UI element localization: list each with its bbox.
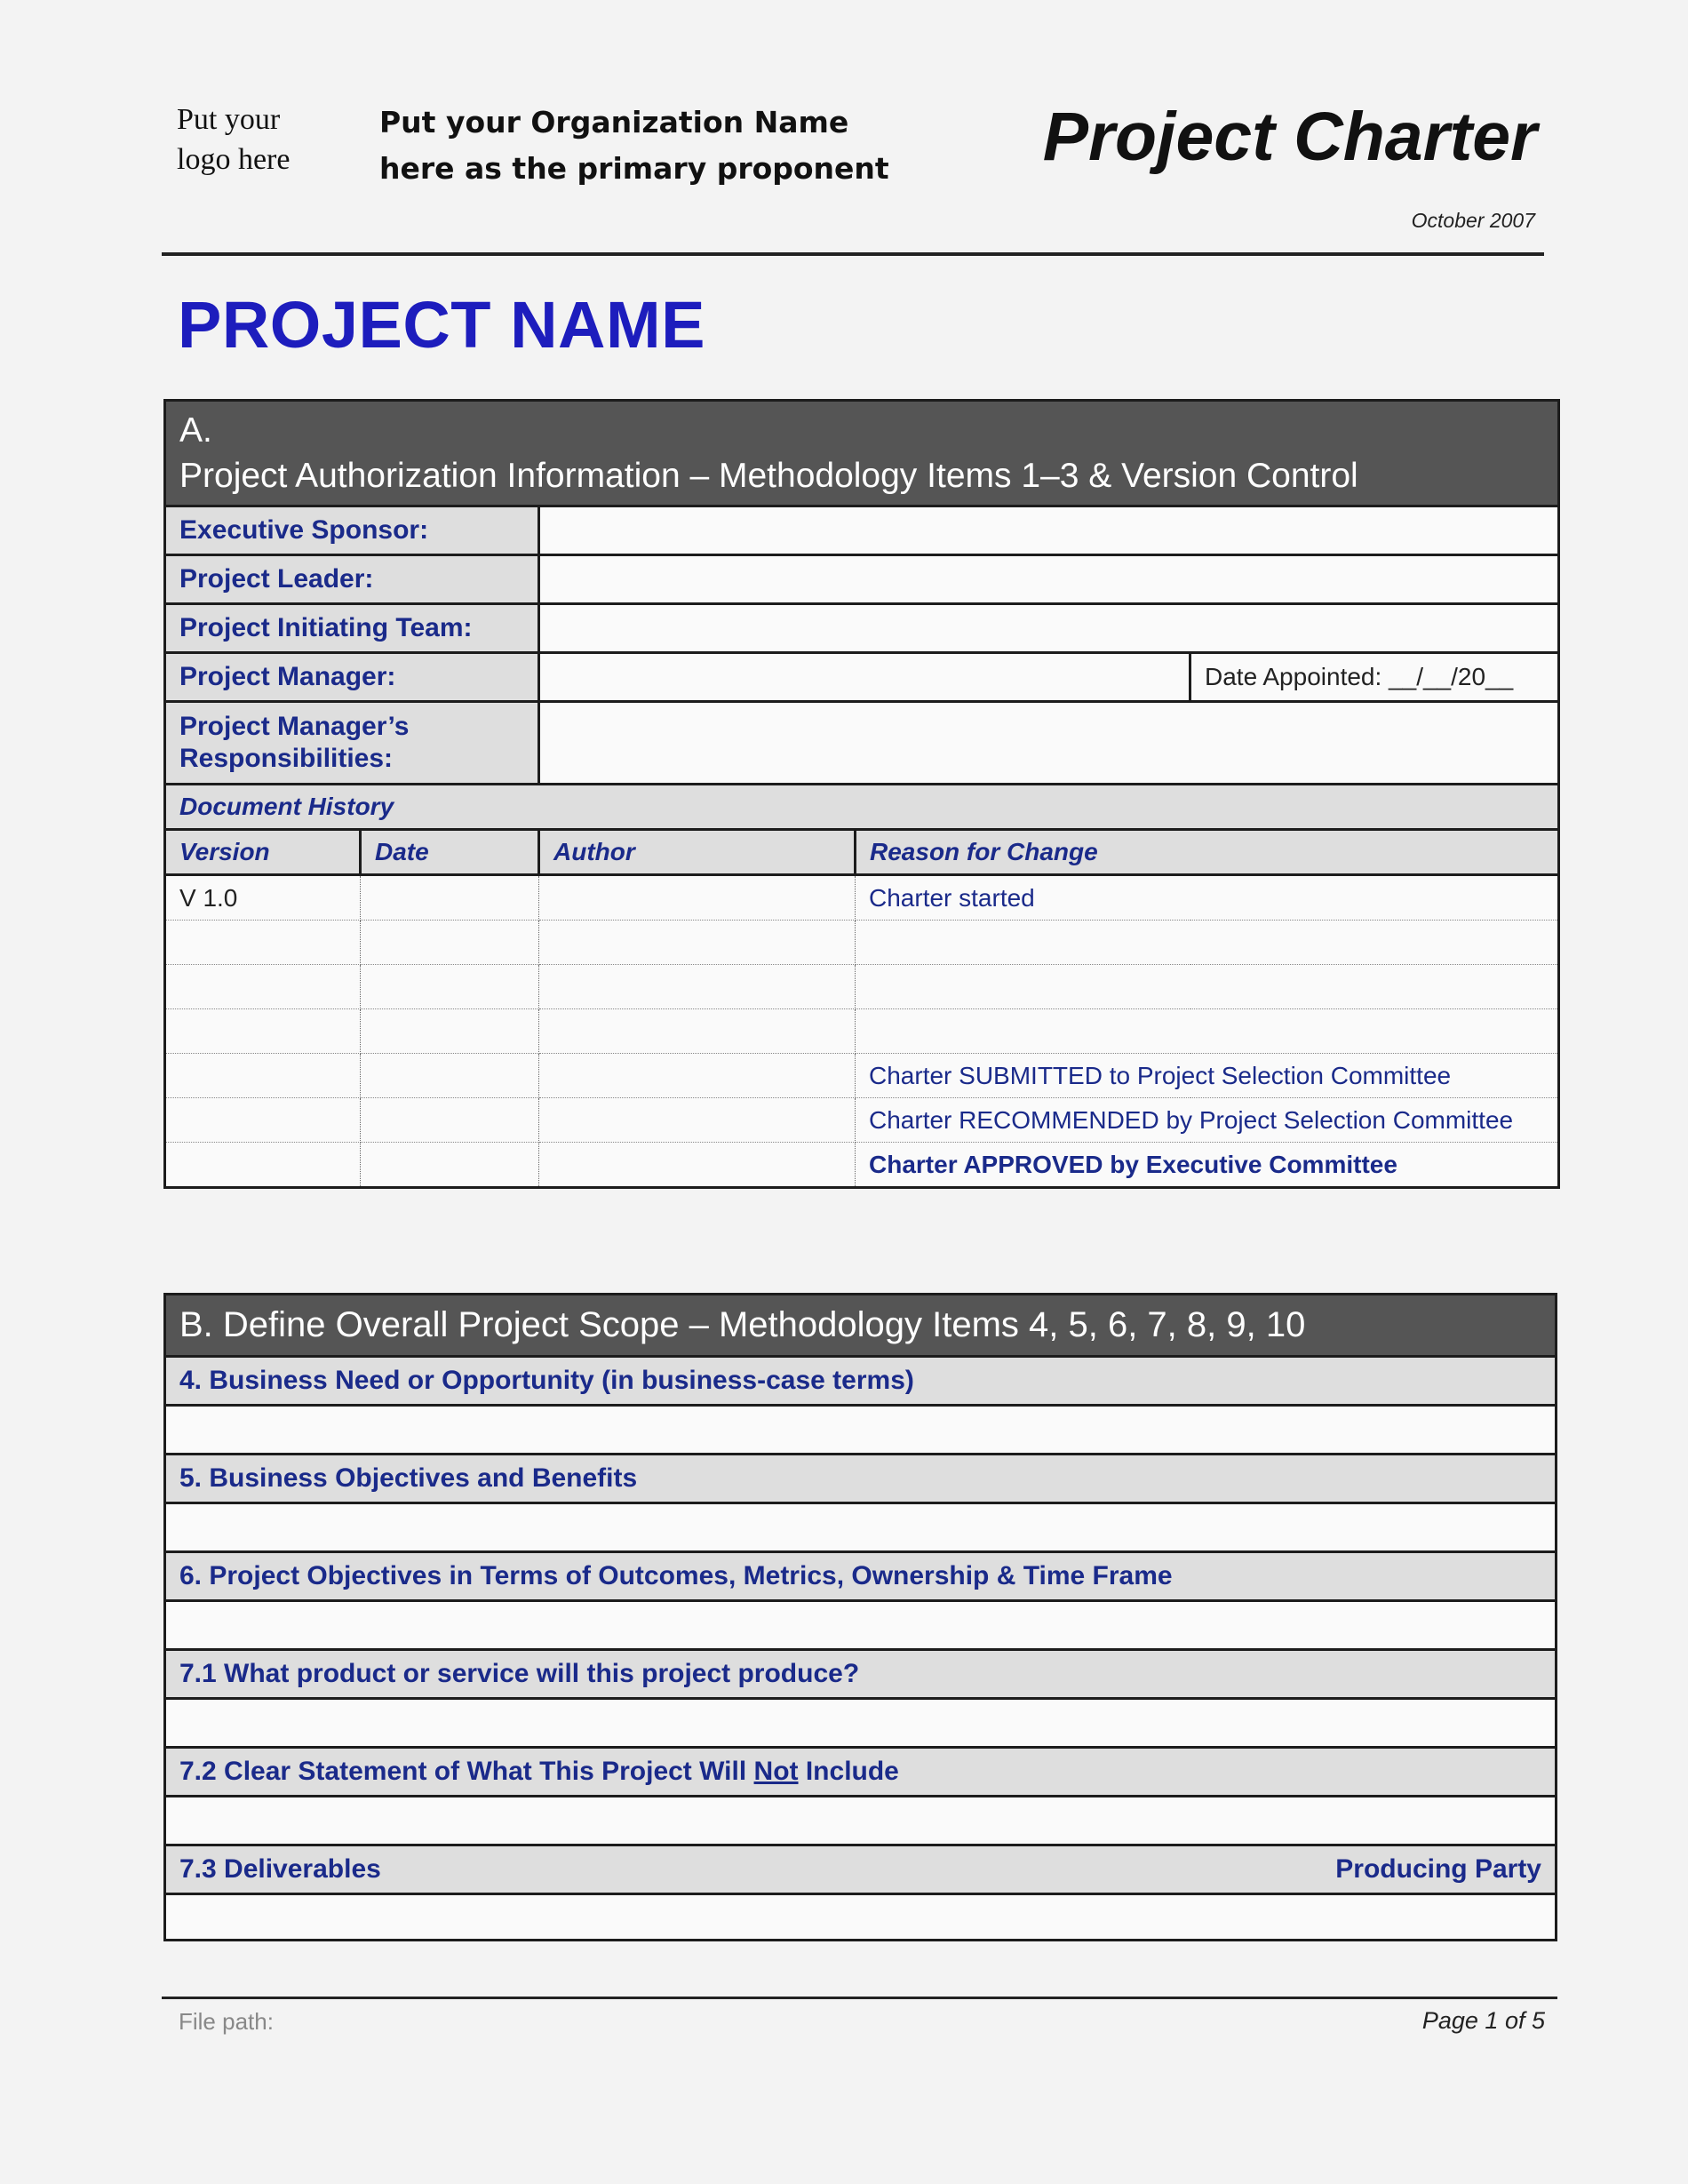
date-cell[interactable] <box>361 1098 539 1143</box>
section-a-title: Project Authorization Information – Methodology Items 1–3 & Version Control <box>179 457 1358 495</box>
history-row <box>165 875 1559 921</box>
author-cell[interactable] <box>539 1054 856 1098</box>
project-name-heading: PROJECT NAME <box>178 288 705 362</box>
reason-cell[interactable]: Charter RECOMMENDED by Project Selection Committee <box>856 1098 1559 1143</box>
reason-cell[interactable] <box>856 921 1559 965</box>
version-cell[interactable] <box>165 921 361 965</box>
project-manager-field[interactable] <box>539 653 1190 702</box>
document-date: October 2007 <box>1411 209 1535 232</box>
logo-placeholder: Put your logo here <box>177 103 291 176</box>
version-cell[interactable] <box>165 1098 361 1143</box>
author-cell[interactable] <box>539 1143 856 1188</box>
project-objectives-heading: 6. Project Objectives in Terms of Outcomes, Metrics, Ownership & Time Frame <box>165 1552 1557 1601</box>
reason-cell[interactable]: Charter started <box>856 875 1559 921</box>
project-leader-label: Project Leader: <box>165 555 539 604</box>
product-service-heading: 7.1 What product or service will this project produce? <box>165 1650 1557 1699</box>
executive-sponsor-label: Executive Sponsor: <box>165 506 539 555</box>
business-need-heading: 4. Business Need or Opportunity (in business-case terms) <box>165 1357 1557 1406</box>
deliverables-heading <box>165 1845 1557 1894</box>
author-cell[interactable] <box>539 921 856 965</box>
project-objectives-field[interactable] <box>165 1601 1557 1650</box>
footer-divider <box>162 1997 1557 1999</box>
history-row <box>165 1143 1559 1188</box>
date-cell[interactable] <box>361 875 539 921</box>
date-cell[interactable] <box>361 1054 539 1098</box>
business-objectives-field[interactable] <box>165 1503 1557 1552</box>
version-cell[interactable]: V 1.0 <box>165 875 361 921</box>
history-row <box>165 1054 1559 1098</box>
section-a-letter: A. <box>179 411 212 450</box>
executive-sponsor-field[interactable] <box>539 506 1559 555</box>
column-header-reason: Reason for Change <box>856 830 1559 875</box>
exclusions-heading-pre: 7.2 Clear Statement of What This Project Will <box>179 1757 754 1786</box>
project-initiating-team-label: Project Initiating Team: <box>165 604 539 653</box>
producing-party-label: Producing Party <box>1335 1854 1541 1884</box>
section-b-header: B. Define Overall Project Scope – Methodology Items 4, 5, 6, 7, 8, 9, 10 <box>165 1295 1557 1357</box>
header-divider <box>162 252 1544 256</box>
organization-name: Put your Organization Name here as the primary proponent <box>379 105 889 186</box>
project-initiating-team-field[interactable] <box>539 604 1559 653</box>
product-service-field[interactable] <box>165 1699 1557 1748</box>
exclusions-field[interactable] <box>165 1797 1557 1845</box>
reason-cell[interactable] <box>856 965 1559 1009</box>
history-row <box>165 1098 1559 1143</box>
date-appointed-field[interactable]: Date Appointed: __/__/20__ <box>1190 653 1559 702</box>
exclusions-heading <box>165 1748 1557 1797</box>
reason-cell[interactable] <box>856 1009 1559 1054</box>
author-cell[interactable] <box>539 1009 856 1054</box>
file-path-label: File path: <box>179 2008 274 2035</box>
author-cell[interactable] <box>539 875 856 921</box>
author-cell[interactable] <box>539 1098 856 1143</box>
version-cell[interactable] <box>165 1009 361 1054</box>
section-a-header <box>165 401 1559 506</box>
section-b-table <box>163 1293 1557 1941</box>
column-header-date: Date <box>361 830 539 875</box>
column-header-version: Version <box>165 830 361 875</box>
exclusions-heading-not: Not <box>753 1757 799 1786</box>
project-manager-label: Project Manager: <box>165 653 539 702</box>
deliverables-label: 7.3 Deliverables <box>179 1854 381 1884</box>
history-row <box>165 1009 1559 1054</box>
reason-cell[interactable]: Charter APPROVED by Executive Committee <box>856 1143 1559 1188</box>
date-cell[interactable] <box>361 1009 539 1054</box>
project-leader-field[interactable] <box>539 555 1559 604</box>
document-title: Project Charter <box>1042 99 1537 175</box>
date-cell[interactable] <box>361 921 539 965</box>
history-row <box>165 965 1559 1009</box>
date-cell[interactable] <box>361 965 539 1009</box>
version-cell[interactable] <box>165 965 361 1009</box>
history-row <box>165 921 1559 965</box>
pm-responsibilities-field[interactable] <box>539 702 1559 785</box>
date-cell[interactable] <box>361 1143 539 1188</box>
page-number: Page 1 of 5 <box>1421 2007 1545 2034</box>
reason-cell[interactable]: Charter SUBMITTED to Project Selection Committee <box>856 1054 1559 1098</box>
column-header-author: Author <box>539 830 856 875</box>
deliverables-field[interactable] <box>165 1894 1557 1941</box>
section-a-table <box>163 399 1560 1189</box>
author-cell[interactable] <box>539 965 856 1009</box>
exclusions-heading-post: Include <box>798 1757 899 1786</box>
document-history-heading: Document History <box>165 785 1559 830</box>
version-cell[interactable] <box>165 1054 361 1098</box>
pm-responsibilities-label: Project Manager’s Responsibilities: <box>165 702 539 785</box>
business-need-field[interactable] <box>165 1406 1557 1455</box>
version-cell[interactable] <box>165 1143 361 1188</box>
business-objectives-heading: 5. Business Objectives and Benefits <box>165 1455 1557 1503</box>
